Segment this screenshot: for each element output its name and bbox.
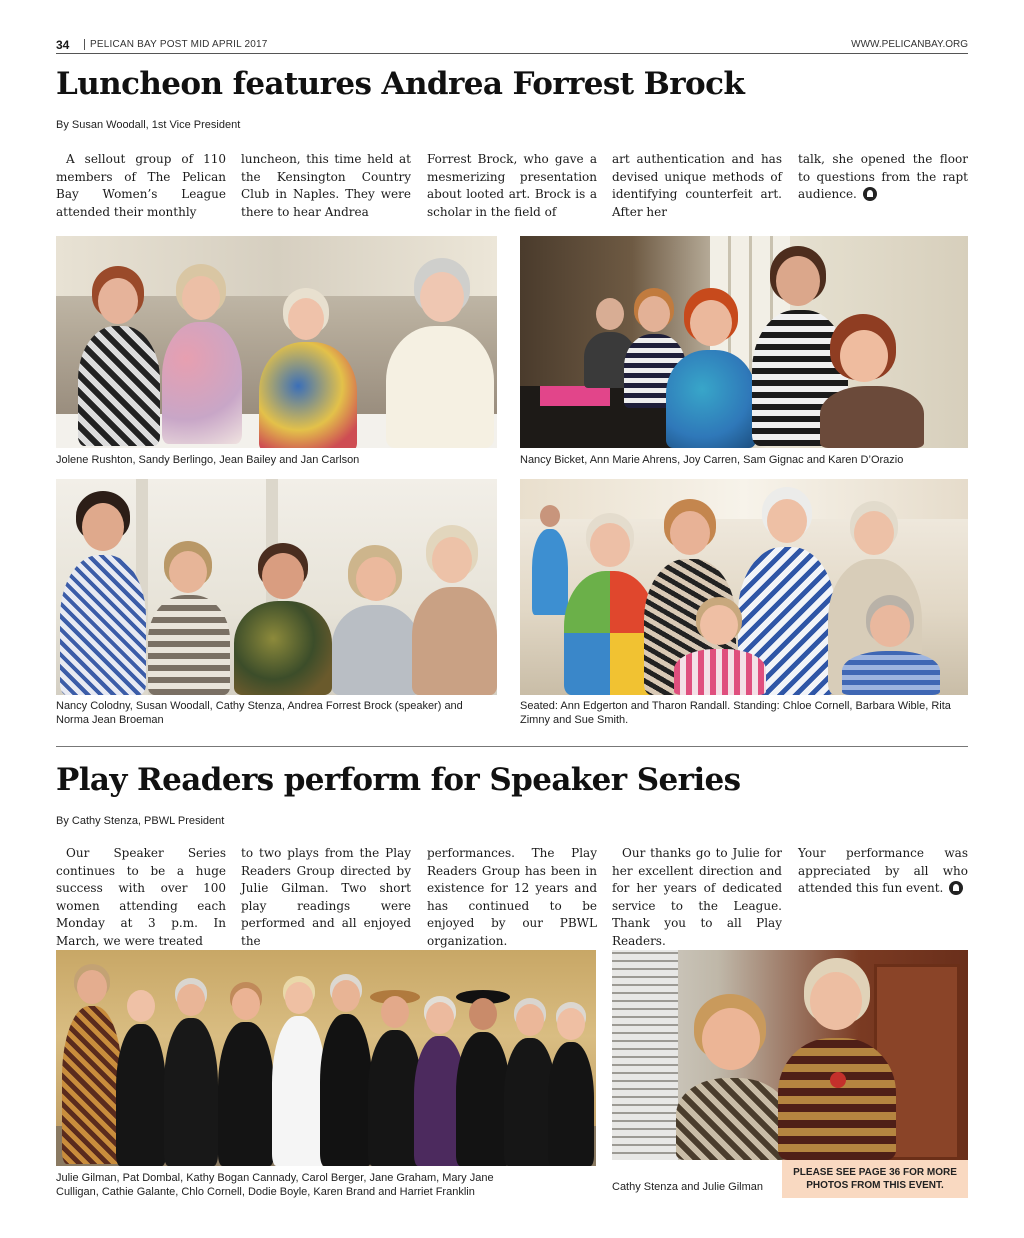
caption-photo-2: Nancy Bicket, Ann Marie Ahrens, Joy Carren, Sam Gignac and Karen D’Orazio [520,454,904,466]
caption-photo-3: Nancy Colodny, Susan Woodall, Cathy Stenza, Andrea Forrest Brock (speaker) and Norma Jean Broeman [56,700,463,726]
article2-byline: By Cathy Stenza, PBWL President [56,815,225,827]
page-header [56,38,968,54]
section-divider [56,746,968,747]
article1-column-5-text: talk, she opened the floor to questions from the rapt audience. [798,152,968,201]
article1-column-1: A sellout group of 110 members of The Pelican Bay Women’s League attended their monthly [56,152,226,219]
photo-luncheon-group-1 [56,236,497,448]
article1-column-2: luncheon, this time held at the Kensington Country Club in Naples. They were there to hear Andrea [241,152,411,219]
photo-luncheon-group-2 [520,236,968,448]
article1-column-5 [798,151,968,204]
website-link[interactable]: WWW.PELICANBAY.ORG [851,39,968,50]
article2-column-5 [798,845,968,898]
pelican-end-mark-icon [863,187,877,201]
article1-column-4: art authentication and has devised unique methods of identifying counterfeit art. After her [612,152,782,219]
article1-title: Luncheon features Andrea Forrest Brock [56,66,745,102]
photo-stenza-gilman [612,950,968,1160]
article2-column-5-text: Your performance was appreciated by all who attended this fun event. [798,846,968,895]
photo-play-readers-group [56,950,596,1166]
article2-title: Play Readers perform for Speaker Series [56,762,741,798]
article1-byline: By Susan Woodall, 1st Vice President [56,119,241,131]
pelican-end-mark-icon [949,881,963,895]
caption-photo-1: Jolene Rushton, Sandy Berlingo, Jean Bailey and Jan Carlson [56,454,360,466]
article1-column-3: Forrest Brock, who gave a mesmerizing presentation about looted art. Brock is a scholar in the field of [427,152,597,219]
photo-seated-standing-group [520,479,968,695]
page-number: 34 [56,38,70,52]
caption-photo-6: Cathy Stenza and Julie Gilman [612,1181,764,1193]
article2-column-2: to two plays from the Play Readers Group directed by Julie Gilman. Two short play readings were performed and all enjoyed the [241,846,411,948]
photo-speaker-group [56,479,497,695]
article2-column-1: Our Speaker Series continues to be a huge success with over 100 women attending each Monday at 3 p.m. In March, we were treated [56,846,226,948]
caption-photo-4: Seated: Ann Edgerton and Tharon Randall. Standing: Chloe Cornell, Barbara Wible, Rita Zimny and Sue Smith. [520,700,951,726]
publication-name: PELICAN BAY POST MID APRIL 2017 [84,39,268,50]
more-photos-callout: PLEASE SEE PAGE 36 FOR MORE PHOTOS FROM THIS EVENT. [782,1160,968,1198]
article2-column-3: performances. The Play Readers Group has been in existence for 12 years and has continued to be enjoyed by our PBWL organization. [427,846,597,948]
article2-column-4: Our thanks go to Julie for her excellent direction and for her years of dedicated service to the League. Thank you to all Play Readers. [612,846,782,948]
caption-photo-5: Julie Gilman, Pat Dombal, Kathy Bogan Cannady, Carol Berger, Jane Graham, Mary Jane Culligan, Cathie Galante, Chlo Cornell, Dodie Boyle, Karen Brand and Harriet Franklin [56,1172,494,1198]
